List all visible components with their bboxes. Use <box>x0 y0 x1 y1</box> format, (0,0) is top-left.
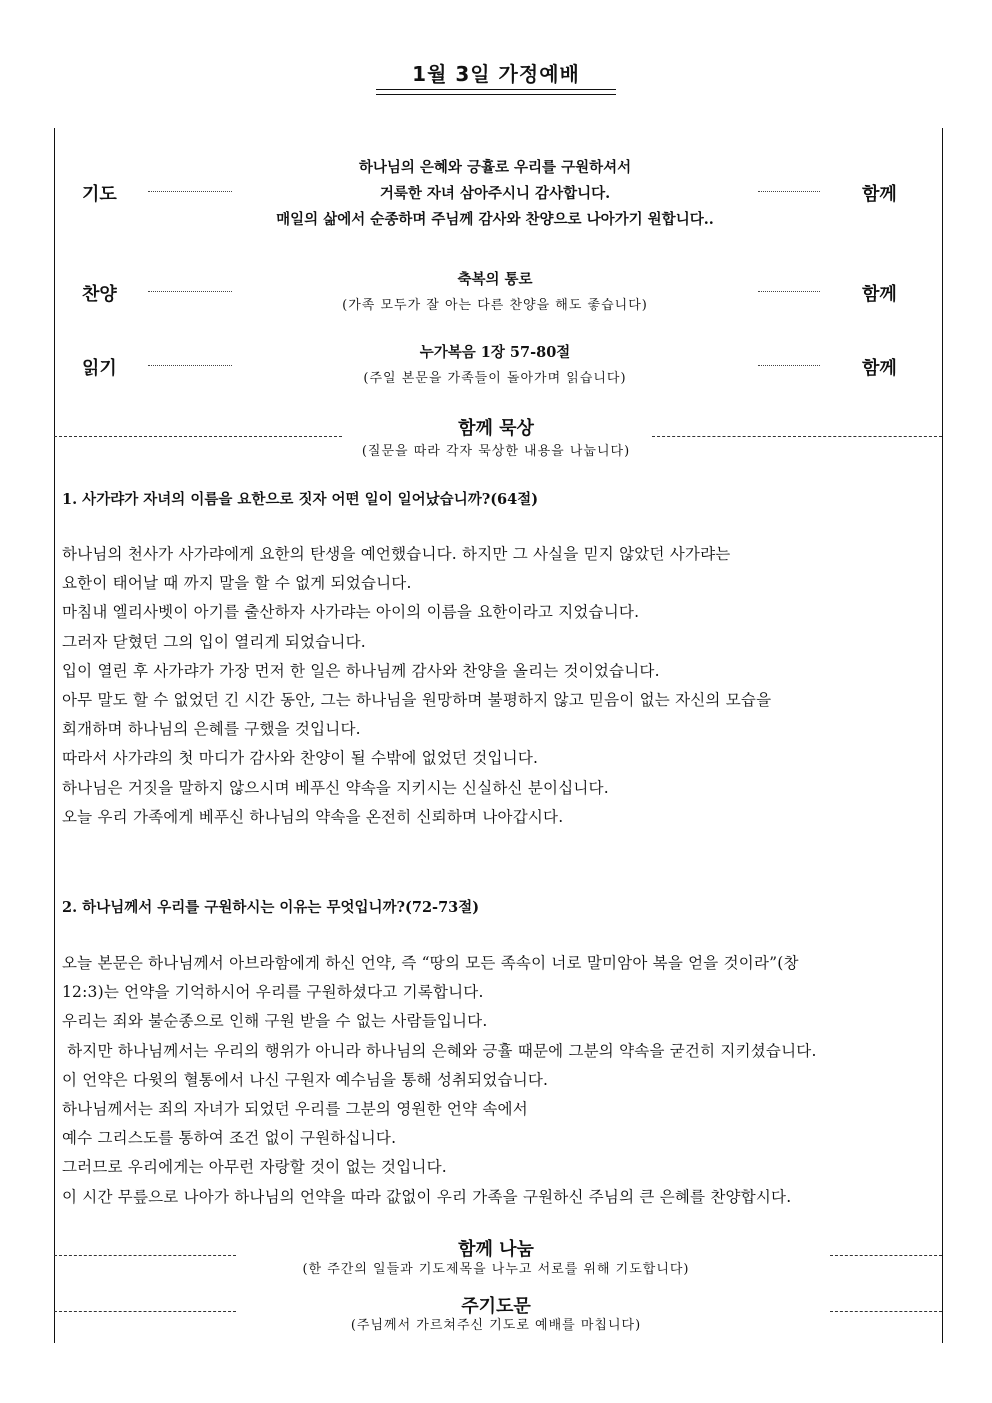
page-title: 1월 3일 가정예배 <box>412 62 580 86</box>
praise-label: 찬양 <box>82 284 117 305</box>
sharing-note: (한 주간의 일들과 기도제목을 나누고 서로를 위해 기도합니다) <box>302 1262 690 1277</box>
title-underline-bottom <box>376 94 616 95</box>
prayer-dots-right <box>758 191 820 192</box>
answer-2 <box>62 949 940 1212</box>
meditation-dash-left <box>54 436 342 437</box>
lords-prayer-note: (주님께서 가르쳐주신 기도로 예배를 마칩니다) <box>350 1318 642 1333</box>
praise-dots-right <box>758 291 820 292</box>
prayer-label: 기도 <box>82 184 117 205</box>
reading-dots-right <box>758 365 820 366</box>
meditation-note: (질문을 따라 각자 묵상한 내용을 나눕니다) <box>361 444 631 459</box>
answer-2-line: 이 언약은 다윗의 혈통에서 나신 구원자 예수님을 통해 성취되었습니다. <box>62 1070 549 1089</box>
reading-dots-left <box>148 365 232 366</box>
meditation-dash-right <box>652 436 942 437</box>
sharing-dash-right <box>830 1255 942 1256</box>
sharing-dash-left <box>54 1255 236 1256</box>
praise-title: 축복의 통로 <box>457 271 533 288</box>
answer-2-line: 우리는 죄와 불순종으로 인해 구원 받을 수 없는 사람들입니다. <box>62 1012 488 1031</box>
answer-2-line: 예수 그리스도를 통하여 조건 없이 구원하십니다. <box>62 1129 397 1148</box>
answer-1 <box>62 540 940 832</box>
answer-1-line: 요한이 태어날 때 까지 말을 할 수 없게 되었습니다. <box>62 574 412 593</box>
lords-prayer-heading: 주기도문 <box>461 1296 531 1317</box>
prayer-together: 함께 <box>862 184 897 205</box>
answer-1-line: 그러자 닫혔던 그의 입이 열리게 되었습니다. <box>62 632 366 651</box>
praise-dots-left <box>148 291 232 292</box>
prayer-line-3: 매일의 삶에서 순종하며 주님께 감사와 찬양으로 나아가기 원합니다.. <box>276 211 714 228</box>
question-2: 2. 하나님께서 우리를 구원하시는 이유는 무엇입니까?(72-73절) <box>62 899 480 916</box>
lords-prayer-dash-left <box>54 1311 236 1312</box>
answer-2-line: 그러므로 우리에게는 아무런 자랑할 것이 없는 것입니다. <box>62 1158 447 1177</box>
answer-1-line: 마침내 엘리사벳이 아기를 출산하자 사가랴는 아이의 이름을 요한이라고 지었습니다. <box>62 603 640 622</box>
reading-together: 함께 <box>862 358 897 379</box>
answer-1-line: 하나님은 거짓을 말하지 않으시며 베푸신 약속을 지키시는 신실하신 분이십니다. <box>62 778 609 797</box>
answer-1-line: 하나님의 천사가 사가랴에게 요한의 탄생을 예언했습니다. 하지만 그 사실을 믿지 않았던 사가랴는 <box>62 545 731 563</box>
left-border <box>54 128 55 1343</box>
reading-label: 읽기 <box>82 358 117 379</box>
right-border <box>942 128 943 1343</box>
answer-2-line: 하나님께서는 죄의 자녀가 되었던 우리를 그분의 영원한 언약 속에서 <box>62 1099 528 1118</box>
prayer-line-1: 하나님의 은혜와 긍휼로 우리를 구원하셔서 <box>358 159 632 176</box>
answer-2-line: 12:3)는 언약을 기억하시어 우리를 구원하셨다고 기록합니다. <box>62 983 484 1002</box>
title-underline-top <box>376 89 616 90</box>
prayer-line-2: 거룩한 자녀 삼아주시니 감사합니다. <box>379 185 611 202</box>
answer-1-line: 오늘 우리 가족에게 베푸신 하나님의 약속을 온전히 신뢰하며 나아갑시다. <box>62 807 564 826</box>
answer-2-line: 이 시간 무릎으로 나아가 하나님의 언약을 따라 값없이 우리 가족을 구원하신 주님의 큰 은혜를 찬양합시다. <box>62 1187 792 1206</box>
praise-together: 함께 <box>862 284 897 305</box>
question-1: 1. 사가랴가 자녀의 이름을 요한으로 짓자 어떤 일이 일어났습니까?(64절) <box>62 491 539 508</box>
answer-1-line: 따라서 사가랴의 첫 마디가 감사와 찬양이 될 수밖에 없었던 것입니다. <box>62 749 539 768</box>
lords-prayer-dash-right <box>830 1311 942 1312</box>
meditation-heading: 함께 묵상 <box>458 418 534 439</box>
reading-note: (주일 본문을 가족들이 돌아가며 읽습니다) <box>363 371 627 386</box>
answer-2-line: 오늘 본문은 하나님께서 아브라함에게 하신 언약, 즉 “땅의 모든 족속이 너로 말미암아 복을 얻을 것이라”(창 <box>62 954 799 972</box>
answer-2-line: 하지만 하나님께서는 우리의 행위가 아니라 하나님의 은혜와 긍휼 때문에 그분의 약속을 굳건히 지키셨습니다. <box>62 1041 817 1060</box>
praise-note: (가족 모두가 잘 아는 다른 찬양을 해도 좋습니다) <box>342 298 648 313</box>
sharing-heading: 함께 나눔 <box>458 1239 534 1260</box>
answer-1-line: 아무 말도 할 수 없었던 긴 시간 동안, 그는 하나님을 원망하며 불평하지 않고 믿음이 없는 자신의 모습을 <box>62 690 772 709</box>
answer-1-line: 입이 열린 후 사가랴가 가장 먼저 한 일은 하나님께 감사와 찬양을 올리는 것이었습니다. <box>62 661 660 680</box>
reading-title: 누가복음 1장 57-80절 <box>419 344 571 361</box>
answer-1-line: 회개하며 하나님의 은혜를 구했을 것입니다. <box>62 720 361 739</box>
